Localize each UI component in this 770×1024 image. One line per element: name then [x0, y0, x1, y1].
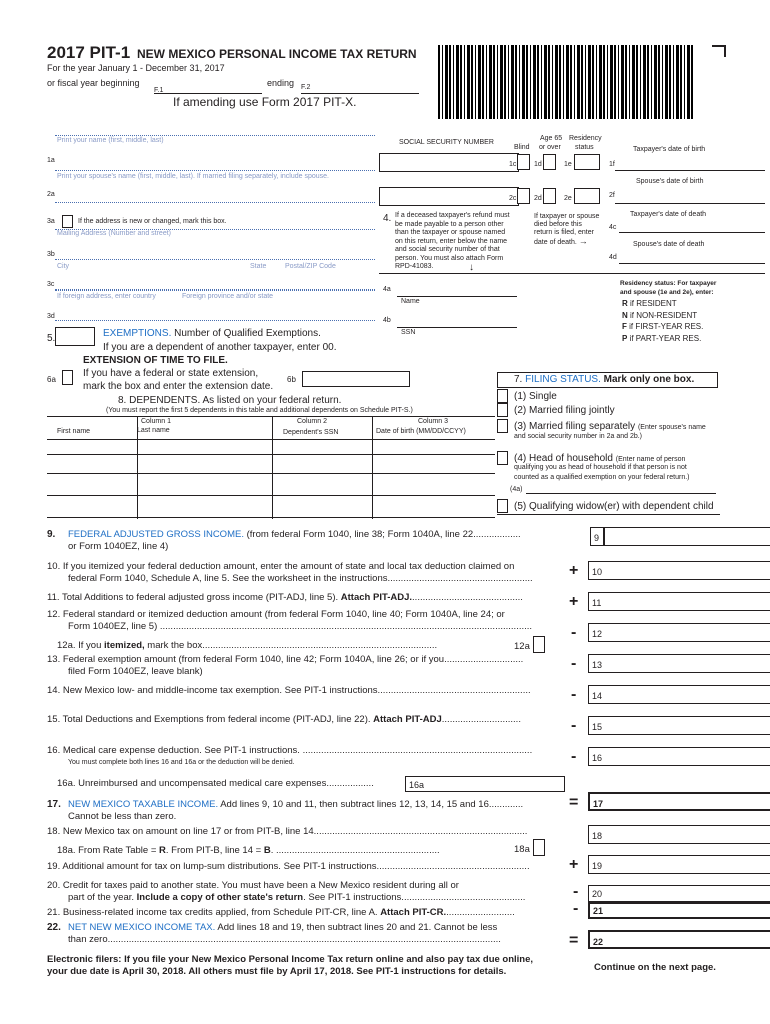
dependents-note: (You must report the first 5 dependents in this table and additional dependents on Schedule PIT-S.)	[106, 407, 413, 414]
line-14-amount-field[interactable]: 14	[588, 685, 770, 704]
line-4b-label: 4b	[383, 317, 391, 324]
deceased-text: If a deceased taxpayer's refund must be made payable to a person other than the taxpayer or spouse named on this return, enter below the name and social security number of that person. You must also attach Form RPD-41083.	[395, 212, 510, 270]
line-1d-label: 1d	[534, 161, 542, 168]
spouse-dob-line[interactable]	[615, 203, 765, 204]
dob-label: Taxpayer's date of birth	[633, 146, 706, 153]
filing-status-bottom	[497, 514, 720, 515]
fiscal-end-line[interactable]	[301, 93, 419, 94]
age65-checkbox-2d[interactable]	[543, 188, 556, 204]
foreign-country-placeholder: If foreign address, enter country	[57, 293, 156, 300]
line-18-text: 18. New Mexico tax on amount on line 17 or from PIT-B, line 14.................................................................................	[47, 826, 528, 837]
itemized-checkbox[interactable]	[533, 636, 545, 653]
line-21-amount-field[interactable]: 21	[588, 902, 770, 919]
residency-status-title: Residency status: For taxpayer	[620, 280, 717, 287]
fiscal-begin-line[interactable]	[154, 93, 262, 94]
blind-checkbox-1c[interactable]	[517, 154, 530, 170]
residency-label: Residency	[569, 135, 602, 142]
line-12a-label: 12a	[514, 641, 530, 652]
taxpayer-dod-line[interactable]	[619, 232, 765, 233]
line-4d-label: 4d	[609, 254, 617, 261]
residency-field-2e[interactable]	[574, 188, 600, 204]
dep-column-3: Column 3	[418, 418, 448, 425]
efile-note-2: your due date is April 30, 2018. All others must file by April 17, 2018. See PIT-1 instructions for details.	[47, 966, 507, 977]
line-3c-label: 3c	[47, 281, 55, 288]
line-2d-label: 2d	[534, 195, 542, 202]
line-19-text: 19. Additional amount for tax on lump-sum distributions. See PIT-1 instructions..........................................................	[47, 861, 530, 872]
line-22-text: NET NEW MEXICO INCOME TAX. Add lines 18 and 19, then subtract lines 20 and 21. Cannot be less	[68, 922, 498, 933]
line-10-text: 10. If you itemized your federal deduction amount, enter the amount of state and local tax deduction claimed on	[47, 561, 515, 572]
line-9-number: 9.	[47, 529, 56, 540]
line-17-amount-field[interactable]: 17	[588, 792, 770, 811]
filing-joint-label: (2) Married filing jointly	[514, 405, 615, 416]
line-16a-amount-field[interactable]: 16a	[405, 776, 565, 792]
line-4a-label: 4a	[383, 286, 391, 293]
filing-widow-checkbox[interactable]	[497, 499, 508, 513]
line-6b-label: 6b	[287, 375, 296, 384]
filing-separate-label: (3) Married filing separately (Enter spouse's name	[514, 421, 706, 432]
mailing-address-field[interactable]	[55, 240, 375, 260]
line-15-text: 15. Total Deductions and Exemptions from federal income (PIT-ADJ, line 22). Attach PIT-ADJ..............................	[47, 714, 521, 725]
residency-n: N if NON-RESIDENT	[622, 311, 698, 320]
extension-text-1: If you have a federal or state extension,	[83, 368, 259, 379]
f2-label: F.2	[301, 84, 311, 91]
blind-label: Blind	[514, 144, 530, 151]
form-code: 2017 PIT-1	[47, 43, 131, 62]
line-16-minus-icon: -	[571, 748, 577, 765]
taxpayer-dob-line[interactable]	[615, 170, 765, 171]
address-changed-checkbox[interactable]	[62, 215, 73, 228]
name-top-line	[55, 135, 375, 136]
foreign-top-line	[55, 290, 375, 291]
line-15-amount-field[interactable]: 15	[588, 716, 770, 735]
line-15-minus-icon: -	[571, 717, 577, 734]
line-9-text-2: or Form 1040EZ, line 4)	[68, 541, 169, 552]
line-16a-text: 16a. Unreimbursed and uncompensated medical care expenses..................	[57, 778, 374, 789]
spouse-ssn-field[interactable]	[379, 187, 519, 206]
arrow-right-icon: →	[578, 236, 588, 246]
line-20-text-2: part of the year. Include a copy of other state's return. See PIT-1 instructions...............................................	[68, 892, 526, 903]
line-12a-text: 12a. If you itemized, mark the box.........................................................................................	[57, 640, 438, 651]
filing-hoh-note-2: qualifying you as head of household if that person is not	[514, 464, 687, 471]
ssn-header: SOCIAL SECURITY NUMBER	[399, 139, 494, 146]
city-placeholder: City	[57, 263, 70, 270]
spouse-dod-line[interactable]	[619, 263, 765, 264]
line-12-amount-field[interactable]: 12	[588, 623, 770, 642]
line-17-text: NEW MEXICO TAXABLE INCOME. Add lines 9, 10 and 11, then subtract lines 12, 13, 14, 15 and 16.............	[68, 799, 524, 810]
line-2e-label: 2e	[564, 195, 572, 202]
line-10-text-2: federal Form 1040, Schedule A, line 5. See the worksheet in the instructions.......................................................	[68, 573, 533, 584]
extension-text-2: mark the box and enter the extension date.	[83, 381, 274, 392]
extension-checkbox[interactable]	[62, 370, 73, 385]
extension-title: EXTENSION OF TIME TO FILE.	[83, 355, 228, 366]
line-20-minus-icon: -	[573, 883, 579, 900]
taxpayer-dod-label: Taxpayer's date of death	[630, 211, 707, 218]
line-12-text-2: Form 1040EZ, line 5) .............................................................................................................................................	[68, 621, 533, 632]
dep-column-2: Column 2	[297, 418, 327, 425]
dep-column-1: Column 1	[141, 418, 171, 425]
line-20-text: 20. Credit for taxes paid to another state. You must have been a New Mexico resident during all or	[47, 880, 459, 891]
line-5-label: 5.	[47, 333, 56, 344]
line-1f-label: 1f	[609, 161, 615, 168]
line-16-amount-field[interactable]: 16	[588, 747, 770, 766]
line-3b-label: 3b	[47, 251, 55, 258]
filing-hoh-label: (4) Head of household (Enter name of person	[514, 453, 686, 464]
address-changed-text: If the address is new or changed, mark this box.	[78, 218, 227, 225]
status-label: status	[575, 144, 594, 151]
line-3a-label: 3a	[47, 218, 55, 225]
dep-ssn-header: Dependent's SSN	[283, 429, 339, 436]
line-11-amount-field[interactable]: 11	[588, 592, 770, 611]
line-18a-text: 18a. From Rate Table = R. From PIT-B, line 14 = B. ..............................................................	[57, 845, 440, 856]
line-2c-label: 2c	[509, 195, 517, 202]
or-over-label: or over	[539, 144, 561, 151]
tax-year-text: For the year January 1 - December 31, 2017	[47, 63, 225, 73]
line-3d-label: 3d	[47, 313, 55, 320]
hoh-name-line[interactable]	[526, 493, 716, 494]
efile-note-1: Electronic filers: If you file your New Mexico Personal Income Tax return online and also pay tax due online,	[47, 954, 534, 965]
exemptions-text: EXEMPTIONS. Number of Qualified Exemptions.	[103, 328, 321, 339]
ssn-label: SSN	[401, 329, 416, 336]
spouse-dod-label: Spouse's date of death	[633, 241, 705, 248]
line-19-plus-icon: +	[569, 856, 579, 873]
line-6a-label: 6a	[47, 375, 56, 384]
section-divider	[379, 273, 765, 274]
blind-checkbox-2c[interactable]	[517, 188, 530, 204]
age65-label: Age 65	[540, 135, 563, 142]
corner-mark	[712, 45, 726, 57]
line-10-plus-icon: +	[569, 562, 579, 579]
ending-label: ending	[267, 78, 295, 88]
line-17-number: 17.	[47, 799, 61, 810]
residency-field-1e[interactable]	[574, 154, 600, 170]
form-title: NEW MEXICO PERSONAL INCOME TAX RETURN	[137, 47, 417, 61]
filing-hoh-note-3: counted as a qualified exemption on your federal return.)	[514, 474, 690, 481]
taxpayer-name-field[interactable]	[55, 153, 375, 171]
line-16-text: 16. Medical care expense deduction. See PIT-1 instructions. .......................................................................................	[47, 745, 533, 756]
state-placeholder: State	[250, 263, 267, 270]
line-11-plus-icon: +	[569, 593, 579, 610]
line-4-label: 4.	[383, 213, 392, 224]
line-22-equals-icon: =	[569, 932, 579, 949]
line-1e-label: 1e	[564, 161, 572, 168]
line-13-amount-field[interactable]: 13	[588, 654, 770, 673]
rate-table-field[interactable]	[533, 839, 545, 856]
exemptions-field[interactable]	[55, 327, 95, 346]
line-14-text: 14. New Mexico low- and middle-income tax exemption. See PIT-1 instructions..........................................................	[47, 685, 531, 696]
dep-last-name-header: Last name	[137, 427, 170, 434]
line-22-text-2: than zero.....................................................................................................................................................	[68, 934, 501, 945]
foreign-address-field[interactable]	[55, 303, 375, 321]
line-1c-label: 1c	[509, 161, 517, 168]
filing-hoh-checkbox[interactable]	[497, 451, 508, 465]
line-2f-label: 2f	[609, 192, 615, 199]
f1-label: F.1	[154, 87, 164, 94]
deceased-ssn-line[interactable]	[397, 327, 517, 328]
line-4c-label: 4c	[609, 224, 617, 231]
line-1a-label: 1a	[47, 157, 55, 164]
line-13-minus-icon: -	[571, 655, 577, 672]
spouse-died-text: If taxpayer or spouse died before this return is filed, enter date of death. →	[534, 213, 600, 246]
age65-checkbox-1d[interactable]	[543, 154, 556, 170]
zip-placeholder: Postal/ZIP Code	[285, 263, 336, 270]
mailing-placeholder: Mailing Address (Number and street)	[57, 230, 171, 237]
taxpayer-ssn-field[interactable]	[379, 153, 519, 172]
line-13-text: 13. Federal exemption amount (from federal Form 1040, line 42; Form 1040A, line 26; or if you..............................	[47, 654, 524, 665]
deceased-name-line[interactable]	[397, 296, 517, 297]
line-12-text: 12. Federal standard or itemized deduction amount (from federal Form 1040, line 40; Form 1040A, line 24; or	[47, 609, 505, 620]
line-14-minus-icon: -	[571, 686, 577, 703]
dep-first-name-header: First name	[57, 428, 91, 435]
residency-p: P if PART-YEAR RES.	[622, 334, 702, 343]
city-state-zip-field[interactable]	[55, 272, 375, 290]
extension-date-field[interactable]	[302, 371, 410, 387]
line-17-equals-icon: =	[569, 794, 579, 811]
filing-status-title: 7. FILING STATUS. Mark only one box.	[514, 374, 695, 385]
line-21-minus-icon: -	[573, 900, 579, 917]
line-10-amount-field[interactable]: 10	[588, 561, 770, 580]
line-16-note: You must complete both lines 16 and 16a or the deduction will be denied.	[68, 759, 295, 766]
line-21-text: 21. Business-related income tax credits applied, from Schedule PIT-CR, line A. Attach PIT-CR...........................	[47, 907, 515, 918]
filing-joint-checkbox[interactable]	[497, 403, 508, 417]
spouse-name-placeholder: Print your spouse's name (first, middle, last). If married filing separately, include spouse.	[57, 173, 329, 180]
line-22-amount-field[interactable]: 22	[588, 930, 770, 949]
filing-hoh-4a-label: (4a)	[510, 486, 523, 493]
name-placeholder: Print your name (first, middle, last)	[57, 137, 164, 144]
filing-single-label: (1) Single	[514, 391, 557, 402]
line-22-number: 22.	[47, 922, 61, 933]
exemptions-dependent-text: If you are a dependent of another taxpayer, enter 00.	[103, 342, 337, 353]
dep-dob-header: Date of birth (MM/DD/CCYY)	[376, 428, 466, 435]
residency-status-sub: and spouse (1e and 2e), enter:	[620, 289, 714, 296]
line-13-text-2: filed Form 1040EZ, leave blank)	[68, 666, 203, 677]
spouse-name-field[interactable]	[55, 186, 375, 203]
filing-widow-label: (5) Qualifying widow(er) with dependent child	[514, 501, 714, 512]
filing-separate-checkbox[interactable]	[497, 419, 508, 433]
line-18a-label: 18a	[514, 844, 530, 855]
line-11-text: 11. Total Additions to federal adjusted gross income (PIT-ADJ, line 5). Attach PIT-ADJ...........................................	[47, 592, 523, 603]
line-2a-label: 2a	[47, 191, 55, 198]
filing-separate-note: and social security number in 2a and 2b.)	[514, 433, 643, 440]
dependents-title: 8. DEPENDENTS. As listed on your federal return.	[118, 395, 342, 406]
amending-note: If amending use Form 2017 PIT-X.	[173, 95, 357, 109]
line-18-amount-field[interactable]: 18	[588, 825, 770, 844]
residency-f: F if FIRST-YEAR RES.	[622, 322, 704, 331]
line-19-amount-field[interactable]: 19	[588, 855, 770, 874]
filing-single-checkbox[interactable]	[497, 389, 508, 403]
line-20-amount-field[interactable]: 20	[588, 885, 770, 902]
line-12-minus-icon: -	[571, 624, 577, 641]
residency-r: R if RESIDENT	[622, 299, 677, 308]
continue-note: Continue on the next page.	[594, 962, 716, 973]
arrow-down-icon: ↓	[469, 262, 474, 273]
line-17-text-2: Cannot be less than zero.	[68, 811, 177, 822]
spouse-dob-label: Spouse's date of birth	[636, 178, 704, 185]
foreign-province-placeholder: Foreign province and/or state	[182, 293, 274, 300]
barcode	[438, 45, 693, 119]
line-9-number-box: 9	[590, 527, 604, 546]
fiscal-year-text: or fiscal year beginning	[47, 78, 140, 88]
line-9-amount-field[interactable]	[604, 527, 770, 546]
name-label: Name	[401, 298, 420, 305]
line-9-text: FEDERAL ADJUSTED GROSS INCOME. (from federal Form 1040, line 38; Form 1040A, line 22..................	[68, 529, 521, 540]
